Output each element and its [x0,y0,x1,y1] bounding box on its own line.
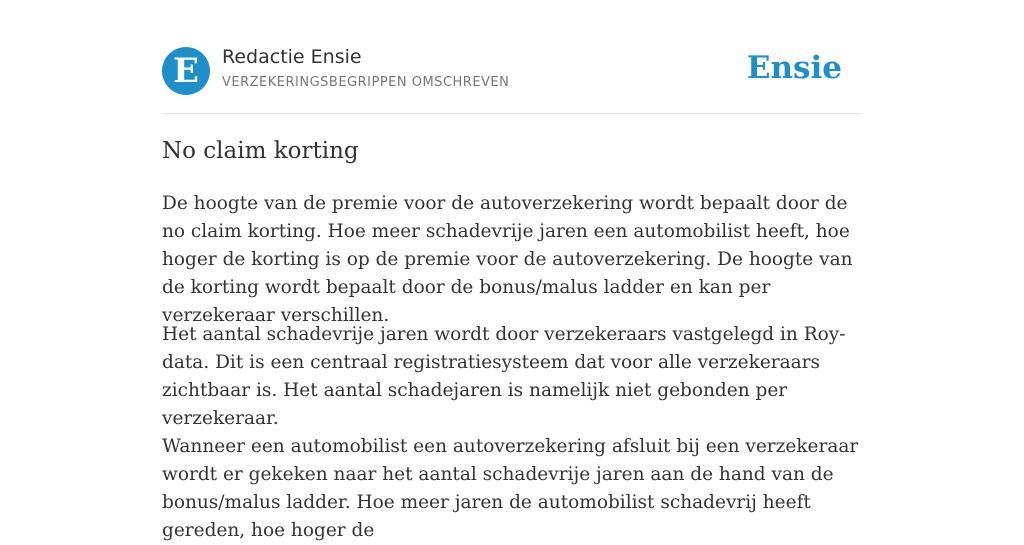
article-paragraph-2: Het aantal schadevrije jaren wordt door verzekeraars vastgelegd in Roy-data. Dit is een centraal registratiesysteem dat voor alle verzekeraars zichtbaar is. Het aantal schadejaren is namelijk niet gebonden per verzekeraar. [162,324,846,429]
author-subtitle: VERZEKERINGSBEGRIPPEN OMSCHREVEN [222,75,510,90]
author-name[interactable]: Redactie Ensie [222,46,362,68]
article-paragraph-1: De hoogte van de premie voor de autoverzekering wordt bepaalt door de no claim korting. Hoe meer schadevrije jaren een automobilist heeft, hoe hoger de korting is op de premie voor de autoverzekering. De hoogte van de korting wordt bepaalt door de bonus/malus ladder en kan per verzekeraar verschillen. [162,193,853,326]
article-header [162,0,862,114]
article-title: No claim korting [162,138,359,164]
article-paragraph-3: Wanneer een automobilist een autoverzekering afsluit bij een verzekeraar wordt er gekeken naar het aantal schadevrije jaren aan de hand van de bonus/malus ladder. Hoe meer jaren de automobilist schadevrij heeft gereden, hoe hoger de [162,436,859,541]
article-card [162,0,862,541]
ensie-logo[interactable]: Ensie [746,50,842,86]
author-avatar[interactable]: E [162,47,210,95]
